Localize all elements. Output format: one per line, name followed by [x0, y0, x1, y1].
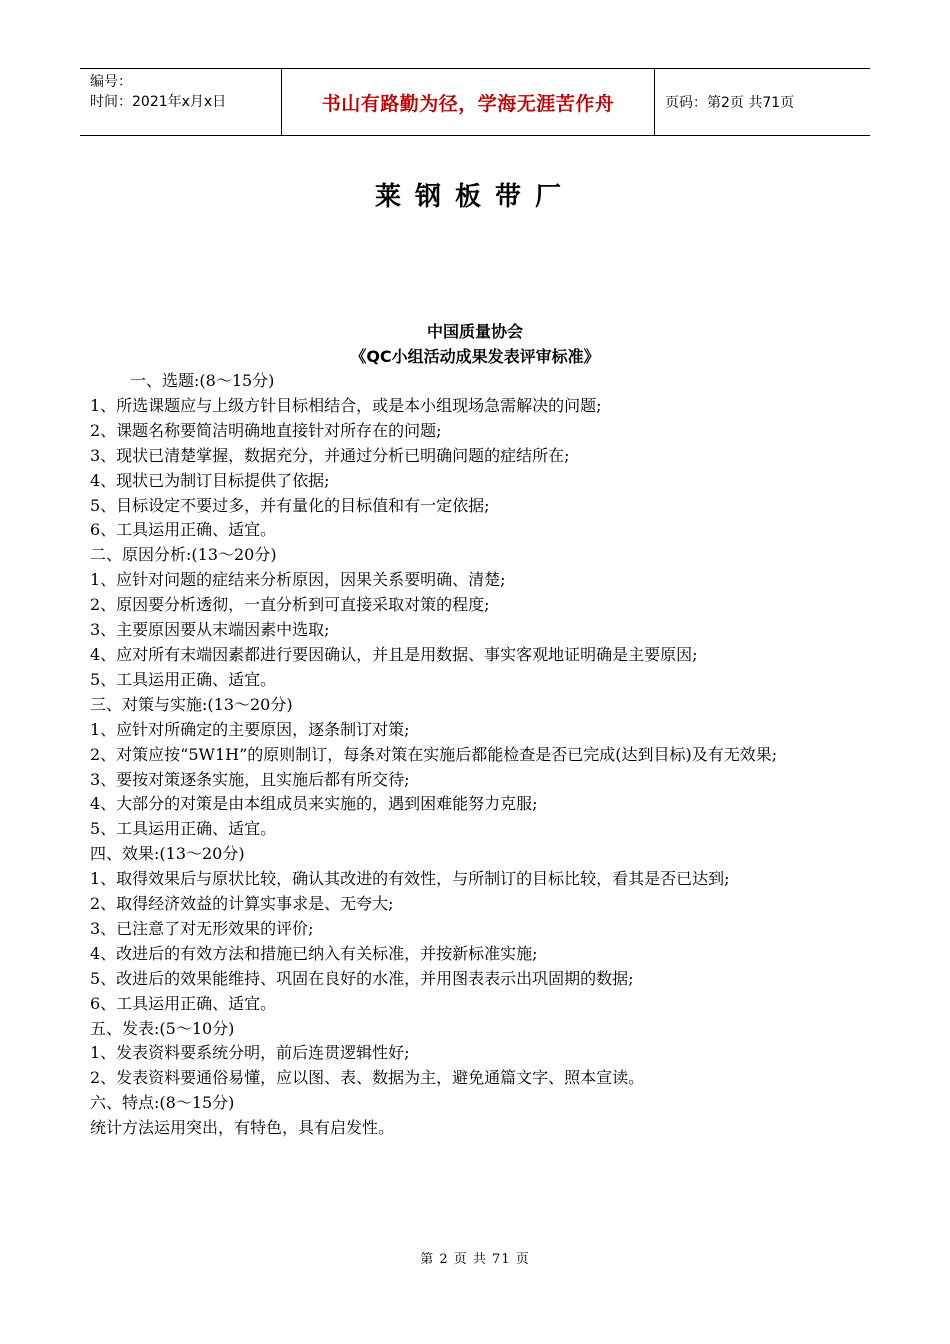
section-heading: 四、效果:(13～20分)	[90, 844, 245, 864]
header-motto: 书山有路勤为径，学海无涯苦作舟	[282, 69, 655, 135]
document-title: 莱钢板带厂	[374, 182, 575, 212]
number-label: 编号：	[90, 74, 132, 90]
standard-title: 《QC小组活动成果发表评审标准》	[350, 347, 600, 366]
page-footer: 第 2 页 共 71 页	[420, 1252, 530, 1267]
body-line: 2、课题名称要简洁明确地直接针对所存在的问题;	[90, 420, 442, 440]
section-heading: 一、选题:(8～15分)	[130, 371, 275, 390]
organization-name: 中国质量协会	[426, 322, 523, 341]
section-heading: 二、原因分析:(13～20分)	[90, 545, 277, 565]
body-line: 4、现状已为制订目标提供了依据;	[90, 470, 330, 490]
body-line: 3、现状已清楚掌握，数据充分，并通过分析已明确问题的症结所在;	[90, 445, 570, 465]
body-line: 3、要按对策逐条实施，且实施后都有所交待;	[90, 769, 410, 789]
body-line: 2、对策应按“5W1H”的原则制订，每条对策在实施后都能检查是否已完成(达到目标)及有无效果;	[90, 744, 778, 764]
body-line: 2、原因要分析透彻，一直分析到可直接采取对策的程度;	[90, 595, 490, 615]
document-body	[90, 369, 860, 1141]
body-line: 2、取得经济效益的计算实事求是、无夸大;	[90, 894, 394, 914]
body-line: 6、工具运用正确、适宜。	[90, 520, 277, 540]
time-label: 时间：2021年x月x日	[90, 94, 227, 110]
body-line: 1、应针对所确定的主要原因，逐条制订对策;	[90, 719, 410, 739]
header-page-info: 页码：第2页 共71页	[665, 95, 795, 111]
body-line: 1、应针对问题的症结来分析原因，因果关系要明确、清楚;	[90, 570, 506, 590]
body-line: 统计方法运用突出，有特色，具有启发性。	[90, 1118, 395, 1138]
header-meta	[80, 69, 282, 135]
body-line: 5、工具运用正确、适宜。	[90, 669, 277, 689]
body-line: 3、主要原因要从末端因素中选取;	[90, 620, 330, 640]
body-line: 2、发表资料要通俗易懂，应以图、表、数据为主，避免通篇文字、照本宣读。	[90, 1068, 645, 1088]
page-header	[80, 68, 870, 136]
section-heading: 三、对策与实施:(13～20分)	[90, 694, 293, 714]
body-line: 4、应对所有末端因素都进行要因确认，并且是用数据、事实客观地证明确是主要原因;	[90, 644, 698, 664]
body-line: 5、工具运用正确、适宜。	[90, 819, 277, 839]
body-line: 1、取得效果后与原状比较，确认其改进的有效性，与所制订的目标比较，看其是否已达到;	[90, 869, 730, 889]
body-line: 6、工具运用正确、适宜。	[90, 993, 277, 1013]
body-line: 4、大部分的对策是由本组成员来实施的，遇到困难能努力克服;	[90, 794, 538, 814]
body-line: 5、改进后的效果能维持、巩固在良好的水准，并用图表表示出巩固期的数据;	[90, 968, 634, 988]
section-heading: 五、发表:(5～10分)	[90, 1018, 235, 1038]
body-line: 1、发表资料要系统分明，前后连贯逻辑性好;	[90, 1043, 410, 1063]
body-line: 5、目标设定不要过多，并有量化的目标值和有一定依据;	[90, 495, 490, 515]
body-line: 1、所选课题应与上级方针目标相结合，或是本小组现场急需解决的问题;	[90, 395, 602, 415]
section-heading: 六、特点:(8～15分)	[90, 1093, 235, 1113]
body-line: 4、改进后的有效方法和措施已纳入有关标准，并按新标准实施;	[90, 943, 538, 963]
body-line: 3、已注意了对无形效果的评价;	[90, 918, 314, 938]
